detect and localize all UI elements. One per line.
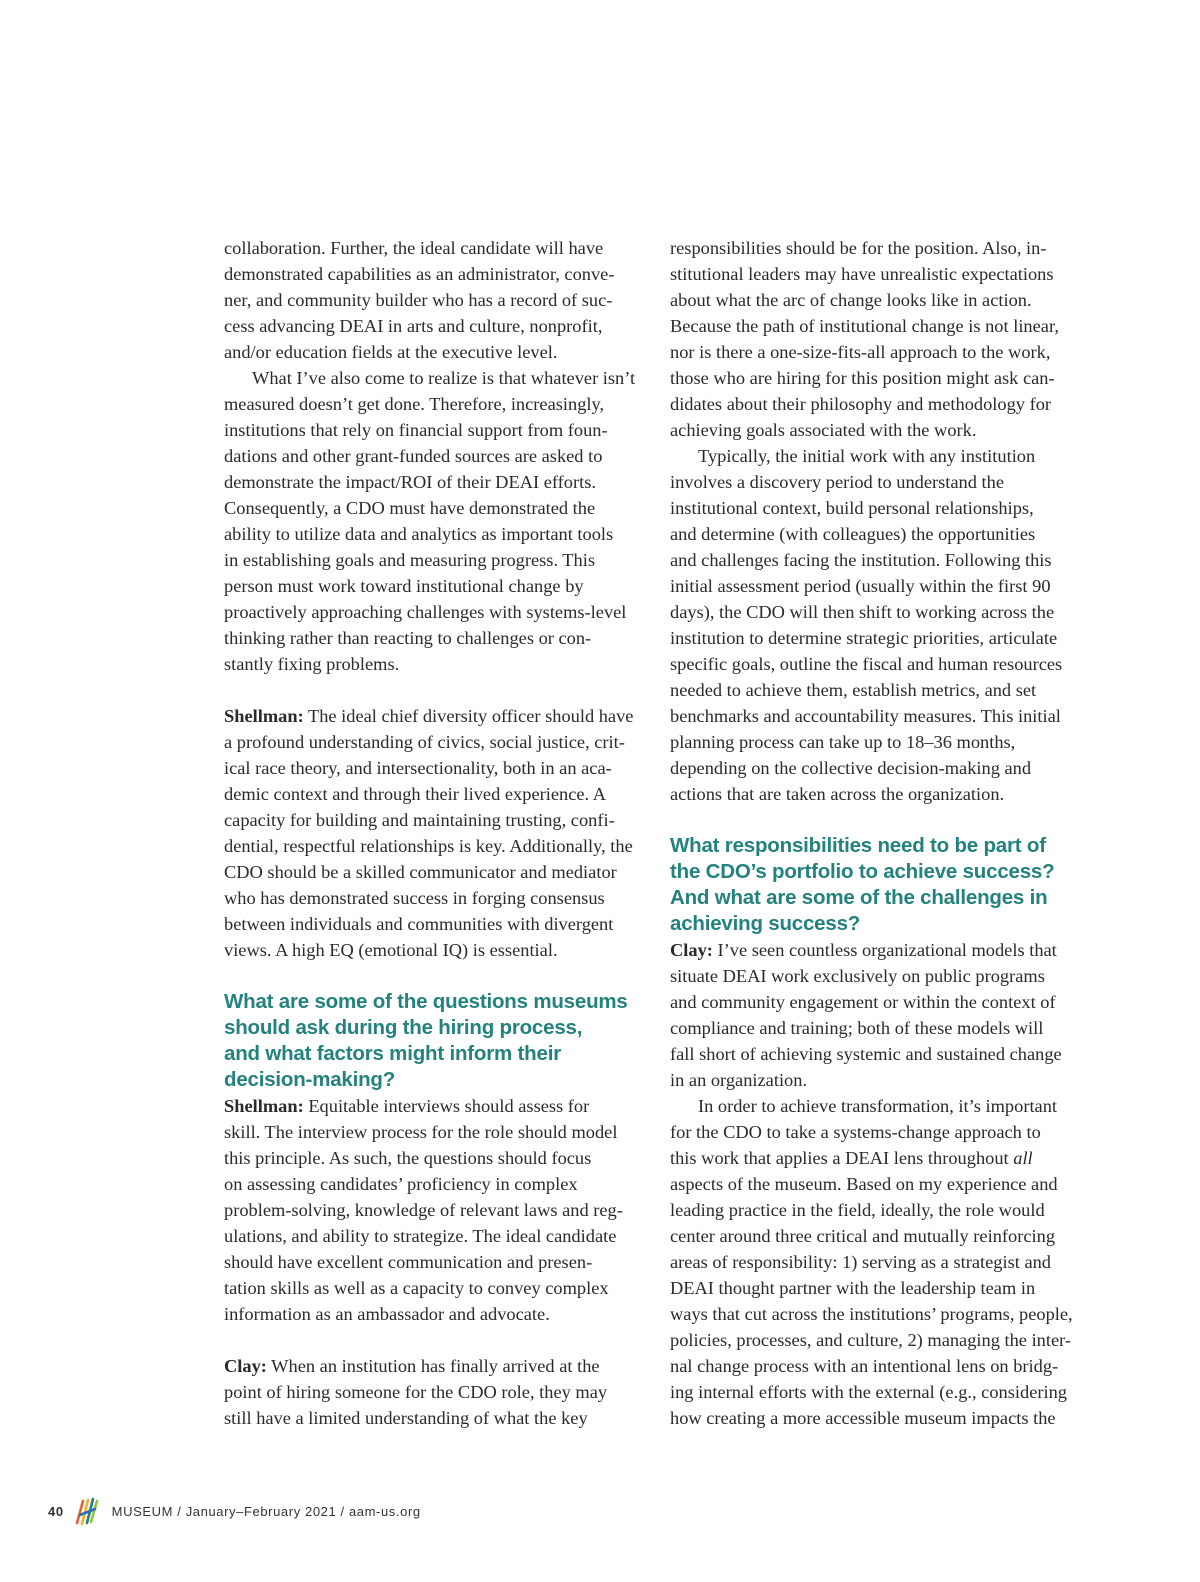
text-line: who has demonstrated success in forging consensus xyxy=(224,888,605,908)
text-line: compliance and training; both of these models will xyxy=(670,1018,1044,1038)
text-line xyxy=(670,937,1090,963)
text-line: for the CDO to take a systems-change approach to xyxy=(670,1122,1041,1142)
section-heading: and what factors might inform their xyxy=(224,1042,561,1065)
section-heading: achieving success? xyxy=(670,912,861,935)
text-line: and/or education fields at the executive level. xyxy=(224,342,558,362)
text-line xyxy=(224,1353,646,1379)
section-heading: What responsibilities need to be part of xyxy=(670,834,1046,857)
text-line: person must work toward institutional change by xyxy=(224,576,584,596)
text-line: ner, and community builder who has a record of suc- xyxy=(224,290,613,310)
text-line: demonstrate the impact/ROI of their DEAI efforts. xyxy=(224,472,596,492)
section-heading: What are some of the questions museums xyxy=(224,990,628,1013)
text-line: ways that cut across the institutions’ programs, people, xyxy=(670,1304,1073,1324)
text-line: What I’ve also come to realize is that whatever isn’t xyxy=(252,368,636,388)
section-heading: the CDO’s portfolio to achieve success? xyxy=(670,860,1055,883)
text-span: I’ve seen countless organizational models that xyxy=(717,940,1057,960)
text-line: nor is there a one-size-fits-all approach to the work, xyxy=(670,342,1051,362)
text-line: cess advancing DEAI in arts and culture, nonprofit, xyxy=(224,316,603,336)
text-line: achieving goals associated with the work. xyxy=(670,420,977,440)
text-line: measured doesn’t get done. Therefore, increasingly, xyxy=(224,394,605,414)
text-line: capacity for building and maintaining trusting, confi- xyxy=(224,810,615,830)
speaker-name: Shellman: xyxy=(224,1096,304,1116)
text-line: leading practice in the field, ideally, the role would xyxy=(670,1200,1045,1220)
section-heading: And what are some of the challenges in xyxy=(670,886,1048,909)
text-line: aspects of the museum. Based on my experience and xyxy=(670,1174,1058,1194)
text-line: specific goals, outline the fiscal and human resources xyxy=(670,654,1063,674)
text-line: proactively approaching challenges with systems-level xyxy=(224,602,627,622)
text-line: involves a discovery period to understand the xyxy=(670,472,1005,492)
text-span: The ideal chief diversity officer should have xyxy=(307,706,634,726)
text-line: needed to achieve them, establish metrics, and set xyxy=(670,680,1037,700)
text-line: In order to achieve transformation, it’s important xyxy=(698,1096,1058,1116)
text-line: policies, processes, and culture, 2) managing the inter- xyxy=(670,1330,1072,1350)
text-line: Typically, the initial work with any institution xyxy=(698,446,1036,466)
text-line: areas of responsibility: 1) serving as a strategist and xyxy=(670,1252,1051,1272)
text-line: on assessing candidates’ proficiency in complex xyxy=(224,1174,578,1194)
text-line: and community engagement or within the context of xyxy=(670,992,1056,1012)
text-line: demonstrated capabilities as an administrator, conve- xyxy=(224,264,615,284)
text-line: center around three critical and mutually reinforcing xyxy=(670,1226,1056,1246)
text-line: problem-solving, knowledge of relevant laws and reg- xyxy=(224,1200,623,1220)
text-line: and challenges facing the institution. Following this xyxy=(670,550,1052,570)
text-line: institutional context, build personal relationships, xyxy=(670,498,1034,518)
page-number: 40 xyxy=(48,1503,64,1519)
text-span: Equitable interviews should assess for xyxy=(308,1096,590,1116)
text-line: this principle. As such, the questions should focus xyxy=(224,1148,592,1168)
text-line: ical race theory, and intersectionality, both in an aca- xyxy=(224,758,612,778)
text-line: responsibilities should be for the position. Also, in- xyxy=(670,238,1047,258)
text-line: point of hiring someone for the CDO role, they may xyxy=(224,1382,608,1402)
text-line: between individuals and communities with divergent xyxy=(224,914,614,934)
text-line: nal change process with an intentional lens on bridg- xyxy=(670,1356,1059,1376)
text-span: this work that applies a DEAI lens throughout xyxy=(670,1148,1014,1168)
text-line xyxy=(224,703,646,729)
text-line: days), the CDO will then shift to working across the xyxy=(670,602,1055,622)
text-line: tation skills as well as a capacity to convey complex xyxy=(224,1278,609,1298)
text-line: didates about their philosophy and methodology for xyxy=(670,394,1052,414)
page-footer xyxy=(48,1494,421,1528)
text-line: ability to utilize data and analytics as important tools xyxy=(224,524,614,544)
text-line: how creating a more accessible museum impacts the xyxy=(670,1408,1056,1428)
issue-info: / January–February 2021 / aam-us.org xyxy=(173,1503,421,1519)
text-line: dations and other grant-funded sources are asked to xyxy=(224,446,603,466)
text-line: still have a limited understanding of what the key xyxy=(224,1408,588,1428)
text-line: benchmarks and accountability measures. This initial xyxy=(670,706,1061,726)
text-line: about what the arc of change looks like in action. xyxy=(670,290,1032,310)
section-heading: should ask during the hiring process, xyxy=(224,1016,583,1039)
text-line: institution to determine strategic priorities, articulate xyxy=(670,628,1058,648)
text-line: should have excellent communication and presen- xyxy=(224,1252,593,1272)
text-line xyxy=(670,1145,1090,1171)
speaker-name: Clay: xyxy=(224,1356,267,1376)
text-line: views. A high EQ (emotional IQ) is essential. xyxy=(224,940,558,960)
text-span: When an institution has finally arrived at the xyxy=(271,1356,600,1376)
text-line: in an organization. xyxy=(670,1070,808,1090)
text-line: initial assessment period (usually within the first 90 xyxy=(670,576,1051,596)
left-column xyxy=(224,235,646,1431)
speaker-name: Shellman: xyxy=(224,706,304,726)
text-line: Because the path of institutional change is not linear, xyxy=(670,316,1059,336)
text-line: a profound understanding of civics, social justice, crit- xyxy=(224,732,625,752)
text-line xyxy=(224,1093,646,1119)
speaker-name: Clay: xyxy=(670,940,713,960)
text-line: collaboration. Further, the ideal candidate will have xyxy=(224,238,604,258)
emphasis-text: all xyxy=(1013,1148,1033,1168)
text-line: ulations, and ability to strategize. The ideal candidate xyxy=(224,1226,617,1246)
text-line: ing internal efforts with the external (e.g., considering xyxy=(670,1382,1067,1402)
text-line: CDO should be a skilled communicator and mediator xyxy=(224,862,617,882)
right-column xyxy=(670,235,1090,1431)
text-line: actions that are taken across the organization. xyxy=(670,784,1005,804)
text-line: stitutional leaders may have unrealistic expectations xyxy=(670,264,1054,284)
text-line: situate DEAI work exclusively on public programs xyxy=(670,966,1045,986)
text-line: dential, respectful relationships is key. Additionally, the xyxy=(224,836,633,856)
text-line: those who are hiring for this position might ask can- xyxy=(670,368,1055,388)
text-line: and determine (with colleagues) the opportunities xyxy=(670,524,1036,544)
text-line: depending on the collective decision-making and xyxy=(670,758,1032,778)
text-line: Consequently, a CDO must have demonstrated the xyxy=(224,498,596,518)
publication-name: MUSEUM xyxy=(111,1503,174,1519)
aam-logo-icon xyxy=(74,1495,100,1527)
text-line: DEAI thought partner with the leadership team in xyxy=(670,1278,1036,1298)
text-line: information as an ambassador and advocate. xyxy=(224,1304,550,1324)
text-line: skill. The interview process for the role should model xyxy=(224,1122,618,1142)
text-line: demic context and through their lived experience. A xyxy=(224,784,606,804)
text-line: stantly fixing problems. xyxy=(224,654,400,674)
section-heading: decision-making? xyxy=(224,1068,396,1091)
text-line: fall short of achieving systemic and sustained change xyxy=(670,1044,1062,1064)
text-line: thinking rather than reacting to challenges or con- xyxy=(224,628,592,648)
text-line: institutions that rely on financial support from foun- xyxy=(224,420,608,440)
text-line: in establishing goals and measuring progress. This xyxy=(224,550,596,570)
text-line: planning process can take up to 18–36 months, xyxy=(670,732,1016,752)
